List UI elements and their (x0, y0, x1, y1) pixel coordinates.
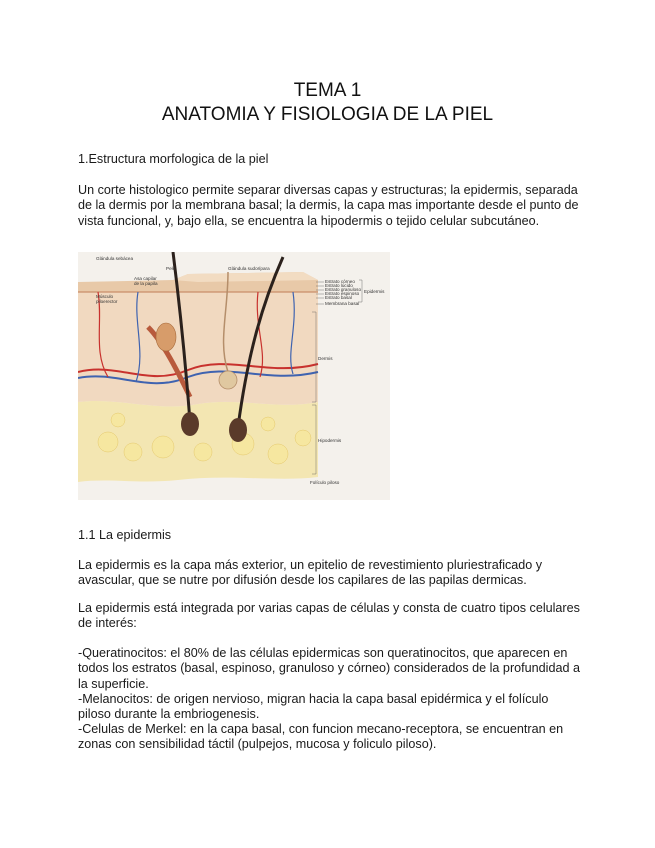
sebaceous-gland (156, 323, 176, 351)
label-dermis: Dermis (318, 356, 333, 361)
sweat-gland (219, 371, 237, 389)
label-estrato-espinoso: Estrato espinoso (325, 291, 360, 296)
label-estrato-corneo: Estrato córneo (325, 279, 355, 284)
section2-heading: 1.1 La epidermis (78, 528, 172, 542)
label-epidermis: Epidermis (364, 289, 385, 294)
label-asa-capilar: Asa capilar (134, 276, 157, 281)
label-foliculo-piloso: Folículo piloso (310, 480, 340, 485)
label-estrato-basal: Estrato basal (325, 295, 352, 300)
skin-diagram (78, 252, 390, 500)
hair-bulb (181, 412, 199, 436)
section1-paragraph: Un corte histologico permite separar diversas capas y estructuras; la epidermis, separada de la dermis por la membrana basal; la dermis, la capa mas importante desde el punto de vista funcional, y, bajo ella, se encuentra la hipodermis o tejido celular subcutáneo. (78, 183, 579, 228)
section2-paragraph-1: La epidermis es la capa más exterior, un epitelio de revestimiento pluriestraficado y avascular, que se nutre por difusión desde los capilares de las papilas dermicas. (78, 558, 543, 588)
skin-diagram-figure (78, 252, 390, 500)
label-glandula-sebacea: Glándula sebácea (96, 256, 134, 261)
label-pelo: Pelo (166, 266, 176, 271)
list-item-celulas-merkel: -Celulas de Merkel: en la capa basal, con funcion mecano-receptora, se encuentran en zonas con sensibilidad táctil (pulpejos, mucosa y foliculo piloso). (78, 722, 564, 752)
label-piloerector: piloerector (96, 299, 118, 304)
document-title-line2: ANATOMIA Y FISIOLOGIA DE LA PIEL (161, 104, 494, 125)
document-title-line1: TEMA 1 (293, 80, 362, 101)
section2-paragraph-2: La epidermis está integrada por varias capas de células y consta de cuatro tipos celulares de interés: (78, 601, 580, 631)
label-estrato-granuloso: Estrato granuloso (325, 287, 362, 292)
label-glandula-sudoripara: Glándula sudorípara (228, 266, 270, 271)
label-musculo: Músculo (96, 294, 114, 299)
list-item-queratinocitos: -Queratinocitos: el 80% de las células epidermicas son queratinocitos, que aparecen en todos los estratos (basal, espinoso, granuloso y córneo) considerados de la profundidad a la superficie. (78, 646, 580, 691)
label-estrato-lucido: Estrato lúcido (325, 283, 353, 288)
dermis-layer (78, 292, 318, 406)
list-item-melanocitos: -Melanocitos: de origen nervioso, migran hacia la capa basal epidérmica y el folículo piloso durante la embriogenesis. (78, 692, 549, 722)
label-membrana-basal: Membrana basal (325, 301, 360, 306)
label-de-la-papila: de la papila (134, 281, 158, 286)
section1-heading: 1.Estructura morfologica de la piel (78, 152, 269, 166)
label-hipodermis: Hipodermis (318, 438, 342, 443)
